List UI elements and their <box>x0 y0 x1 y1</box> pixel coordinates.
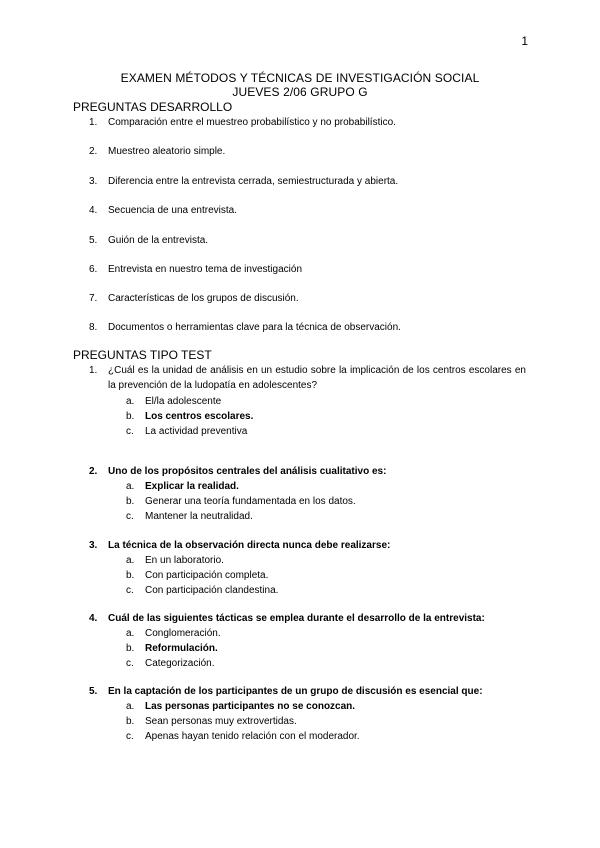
option-letter: a. <box>126 555 135 566</box>
question-number: 3. <box>89 540 98 551</box>
option-text: La actividad preventiva <box>145 426 248 437</box>
question-text: ¿Cuál es la unidad de análisis en un estudio sobre la implicación de los centros escolares en la prevención de la ludopatía en adolescentes? <box>108 365 526 391</box>
option-letter: a. <box>126 628 135 639</box>
item-text: Entrevista en nuestro tema de investigación <box>108 264 302 275</box>
item-number: 6. <box>89 264 98 275</box>
question-text: La técnica de la observación directa nunca debe realizarse: <box>108 540 391 551</box>
item-number: 7. <box>89 293 98 304</box>
section-heading-test: PREGUNTAS TIPO TEST <box>73 348 212 362</box>
item-number: 1. <box>89 117 98 128</box>
item-number: 5. <box>89 235 98 246</box>
item-text: Documentos o herramientas clave para la técnica de observación. <box>108 322 401 333</box>
option-letter: c. <box>126 731 134 742</box>
option-text: Apenas hayan tenido relación con el moderador. <box>145 731 360 742</box>
option-letter: b. <box>126 643 135 654</box>
option-text: Con participación clandestina. <box>145 585 279 596</box>
option-text: Generar una teoría fundamentada en los datos. <box>145 496 356 507</box>
option-letter: c. <box>126 511 134 522</box>
section-heading-desarrollo: PREGUNTAS DESARROLLO <box>73 100 233 114</box>
option-letter: c. <box>126 585 134 596</box>
question-number: 2. <box>89 466 98 477</box>
option-letter: b. <box>126 716 135 727</box>
question-number: 1. <box>89 365 98 376</box>
option-text: En un laboratorio. <box>145 555 224 566</box>
item-number: 8. <box>89 322 98 333</box>
option-text: Conglomeración. <box>145 628 221 639</box>
option-text: Con participación completa. <box>145 570 269 581</box>
question-number: 4. <box>89 613 98 624</box>
item-text: Diferencia entre la entrevista cerrada, semiestructurada y abierta. <box>108 176 399 187</box>
option-letter: a. <box>126 701 135 712</box>
option-text: Mantener la neutralidad. <box>145 511 253 522</box>
exam-subtitle: JUEVES 2/06 GRUPO G <box>232 85 368 99</box>
question-text: Cuál de las siguientes tácticas se emplea durante el desarrollo de la entrevista: <box>108 613 485 624</box>
question-text: Uno de los propósitos centrales del análisis cualitativo es: <box>108 466 387 477</box>
item-text: Secuencia de una entrevista. <box>108 205 237 216</box>
page-number: 1 <box>521 34 528 48</box>
question-number: 5. <box>89 686 98 697</box>
option-text-answer: Explicar la realidad. <box>145 481 239 492</box>
option-text-answer: Reformulación. <box>145 643 218 654</box>
item-text: Características de los grupos de discusión. <box>108 293 299 304</box>
option-letter: c. <box>126 658 134 669</box>
question-text: En la captación de los participantes de un grupo de discusión es esencial que: <box>108 686 483 697</box>
option-letter: b. <box>126 411 135 422</box>
item-number: 4. <box>89 205 98 216</box>
item-number: 3. <box>89 176 98 187</box>
option-letter: c. <box>126 426 134 437</box>
item-number: 2. <box>89 146 98 157</box>
option-letter: b. <box>126 570 135 581</box>
option-text: El/la adolescente <box>145 396 222 407</box>
option-text-answer: Las personas participantes no se conozcan. <box>145 701 356 712</box>
option-letter: a. <box>126 396 135 407</box>
item-text: Muestreo aleatorio simple. <box>108 146 226 157</box>
item-text: Comparación entre el muestreo probabilístico y no probabilístico. <box>108 117 396 128</box>
exam-title: EXAMEN MÉTODOS Y TÉCNICAS DE INVESTIGACIÓN SOCIAL <box>120 71 480 85</box>
option-text: Sean personas muy extrovertidas. <box>145 716 297 727</box>
option-text: Categorización. <box>145 658 215 669</box>
option-letter: b. <box>126 496 135 507</box>
option-letter: a. <box>126 481 135 492</box>
option-text-answer: Los centros escolares. <box>145 411 254 422</box>
item-text: Guión de la entrevista. <box>108 235 209 246</box>
